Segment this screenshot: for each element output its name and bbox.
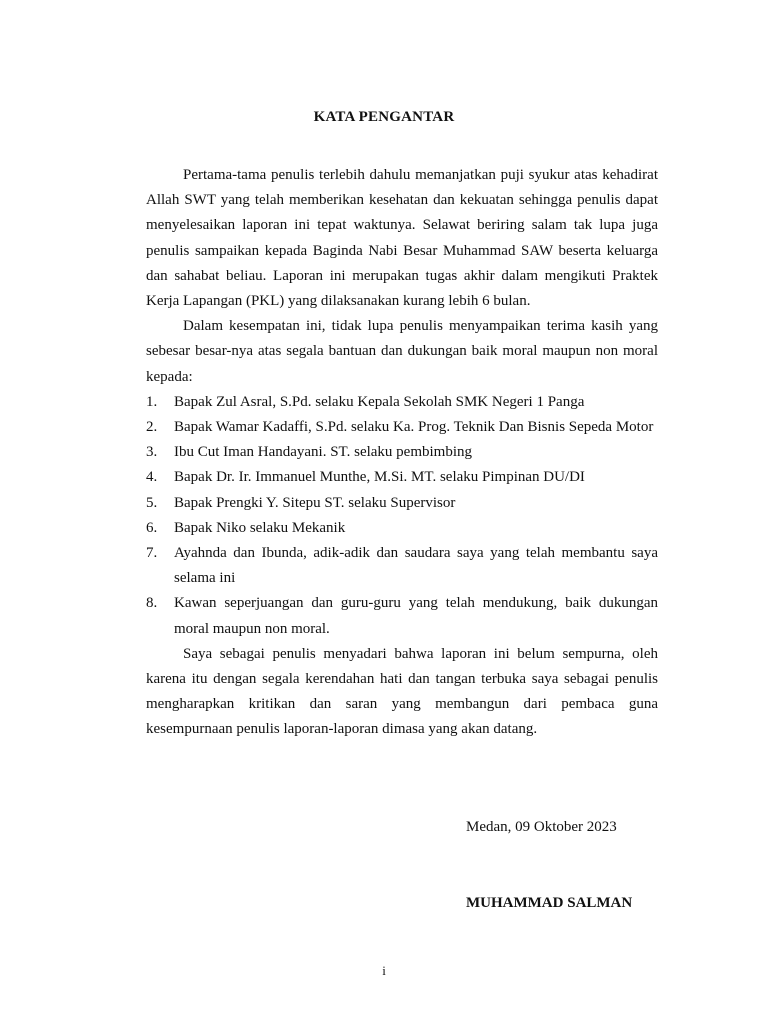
list-item-text: Ayahnda dan Ibunda, adik-adik dan saudara saya yang telah membantu saya selama ini xyxy=(174,545,658,587)
paragraph-thanks-intro: Dalam kesempatan ini, tidak lupa penulis menyampaikan terima kasih yang sebesar besar-nya atas segala bantuan dan dukungan baik moral maupun non moral kepada: xyxy=(146,318,658,385)
list-item-text: Bapak Niko selaku Mekanik xyxy=(174,519,346,536)
list-item xyxy=(146,465,658,490)
list-item xyxy=(146,390,658,415)
list-item xyxy=(146,440,658,465)
list-item-number: 3. xyxy=(146,444,158,461)
list-item xyxy=(146,516,658,541)
document-body xyxy=(146,163,658,743)
place-date: Medan, 09 Oktober 2023 xyxy=(466,819,617,835)
list-item xyxy=(146,541,658,591)
page-number: i xyxy=(382,963,386,978)
list-item-text: Bapak Prengki Y. Sitepu ST. selaku Supervisor xyxy=(174,494,456,511)
acknowledgement-list xyxy=(146,390,658,642)
list-item xyxy=(146,491,658,516)
list-item-text: Bapak Dr. Ir. Immanuel Munthe, M.Si. MT. selaku Pimpinan DU/DI xyxy=(174,469,585,486)
list-item-number: 4. xyxy=(146,469,158,486)
list-item-text: Ibu Cut Iman Handayani. ST. selaku pembimbing xyxy=(174,444,473,461)
list-item-number: 5. xyxy=(146,494,158,511)
paragraph-opening: Pertama-tama penulis terlebih dahulu memanjatkan puji syukur atas kehadirat Allah SWT yang telah memberikan kesehatan dan kekuatan sehingga penulis dapat menyelesaikan laporan ini tepat waktunya. Selawat beriring salam tak lupa juga penulis sampaikan kepada Baginda Nabi Besar Muhammad SAW beserta keluarga dan sahabat beliau. Laporan ini merupakan tugas akhir dalam mengikuti Praktek Kerja Lapangan (PKL) yang dilaksanakan kurang lebih 6 bulan. xyxy=(146,167,658,310)
list-item-text: Kawan seperjuangan dan guru-guru yang telah mendukung, baik dukungan moral maupun non moral. xyxy=(174,595,658,637)
signatory-name: MUHAMMAD SALMAN xyxy=(466,895,633,911)
list-item-number: 8. xyxy=(146,595,158,612)
list-item-number: 6. xyxy=(146,519,158,536)
page-title: KATA PENGANTAR xyxy=(313,109,455,125)
list-item-text: Bapak Wamar Kadaffi, S.Pd. selaku Ka. Prog. Teknik Dan Bisnis Sepeda Motor xyxy=(174,419,654,436)
list-item-number: 7. xyxy=(146,545,158,562)
list-item-number: 2. xyxy=(146,419,158,436)
list-item xyxy=(146,591,658,641)
list-item-number: 1. xyxy=(146,393,158,410)
paragraph-closing: Saya sebagai penulis menyadari bahwa laporan ini belum sempurna, oleh karena itu dengan segala kerendahan hati dan tangan terbuka saya sebagai penulis mengharapkan kritikan dan saran yang membangun dari pembaca guna kesempurnaan penulis laporan-laporan dimasa yang akan datang. xyxy=(146,645,658,738)
list-item-text: Bapak Zul Asral, S.Pd. selaku Kepala Sekolah SMK Negeri 1 Panga xyxy=(174,393,585,410)
list-item xyxy=(146,415,658,440)
